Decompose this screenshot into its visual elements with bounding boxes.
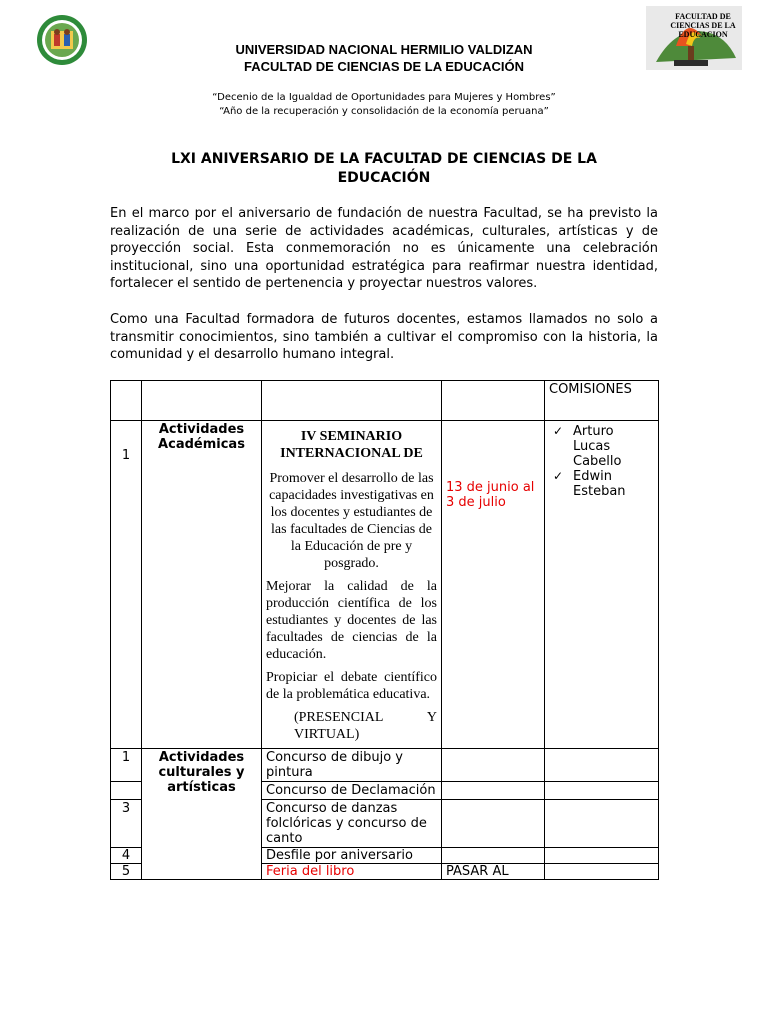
activity-date: PASAR AL bbox=[442, 864, 545, 880]
activity-date bbox=[442, 749, 545, 782]
university-name: UNIVERSIDAD NACIONAL HERMILIO VALDIZAN bbox=[235, 42, 533, 57]
activity-commission bbox=[545, 864, 659, 880]
header-cell-empty bbox=[442, 381, 545, 421]
table-header-row bbox=[111, 381, 659, 421]
commission-list bbox=[549, 422, 654, 499]
activity-name: Feria del libro bbox=[262, 864, 442, 880]
row-number: 1 bbox=[111, 749, 142, 782]
header-cell-empty bbox=[142, 381, 262, 421]
objective-2: Mejorar la calidad de la producción científica de los estudiantes y docentes de las facultades de ciencias de la educación. bbox=[266, 579, 437, 662]
activity-commission bbox=[545, 782, 659, 800]
activity-name: Concurso de Declamación bbox=[262, 782, 442, 800]
activity-commission bbox=[545, 749, 659, 782]
activity-name: Concurso de dibujo y pintura bbox=[262, 749, 442, 782]
seminar-title: IV SEMINARIO INTERNACIONAL DE bbox=[280, 429, 423, 461]
category-academic: Actividades Académicas bbox=[142, 421, 262, 749]
page-title-line-1: LXI ANIVERSARIO DE LA FACULTAD DE CIENCIAS DE LA bbox=[171, 151, 597, 167]
row-number: 5 bbox=[111, 864, 142, 880]
activity-date bbox=[442, 800, 545, 848]
header-cell-empty bbox=[262, 381, 442, 421]
row-number bbox=[111, 782, 142, 800]
activity-name: Desfile por aniversario bbox=[262, 848, 442, 864]
faculty-name: FACULTAD DE CIENCIAS DE LA EDUCACIÓN bbox=[244, 59, 524, 74]
table-row-academic bbox=[111, 421, 659, 749]
header-cell-empty bbox=[111, 381, 142, 421]
activity-date bbox=[442, 848, 545, 864]
faculty-emblem-text: FACULTAD DE CIENCIAS DE LA EDUCACION bbox=[670, 12, 736, 39]
header-comisiones: COMISIONES bbox=[545, 381, 659, 421]
activities-table bbox=[110, 380, 659, 880]
seminar-date: 13 de junio al 3 de julio bbox=[442, 421, 545, 749]
activity-date bbox=[442, 782, 545, 800]
seminar-cell bbox=[262, 421, 442, 749]
row-number: 3 bbox=[111, 800, 142, 848]
commission-cell bbox=[545, 421, 659, 749]
anio-motto: “Año de la recuperación y consolidación de la economía peruana” bbox=[219, 106, 549, 117]
activity-commission bbox=[545, 848, 659, 864]
row-number: 1 bbox=[111, 421, 142, 749]
intro-paragraph-1: En el marco por el aniversario de fundación de nuestra Facultad, se ha previsto la realización de una serie de actividades académicas, culturales, artísticas y de proyección social. Esta conmemoración no es únicamente una celebración institucional, sino una oportunidad estratégica para reafirmar nuestra identidad, fortalecer el sentido de pertenencia y proyectar nuestros valores. bbox=[110, 206, 658, 291]
intro-paragraph-2: Como una Facultad formadora de futuros docentes, estamos llamados no solo a transmitir conocimientos, sino también a cultivar el compromiso con la historia, la comunidad y el desarrollo humano integral. bbox=[110, 312, 658, 362]
decenio-motto: “Decenio de la Igualdad de Oportunidades para Mujeres y Hombres” bbox=[212, 92, 556, 103]
activity-name: Concurso de danzas folclóricas y concurso de canto bbox=[262, 800, 442, 848]
page-title-line-2: EDUCACIÓN bbox=[337, 170, 431, 186]
table-row bbox=[111, 749, 659, 782]
row-number: 4 bbox=[111, 848, 142, 864]
commission-member: ✓ Edwin Esteban bbox=[549, 469, 654, 499]
activity-commission bbox=[545, 800, 659, 848]
category-cultural: Actividades culturales y artísticas bbox=[142, 749, 262, 880]
commission-member: ✓ Arturo Lucas Cabello bbox=[549, 424, 654, 469]
objective-1: Promover el desarrollo de las capacidades investigativas en los docentes y estudiantes de las facultades de Ciencias de la Educación de pre y posgrado. bbox=[269, 471, 434, 571]
modality: (PRESENCIAL Y VIRTUAL) bbox=[294, 710, 437, 742]
objective-3: Propiciar el debate científico de la problemática educativa. bbox=[266, 670, 437, 702]
page-title bbox=[110, 150, 658, 188]
